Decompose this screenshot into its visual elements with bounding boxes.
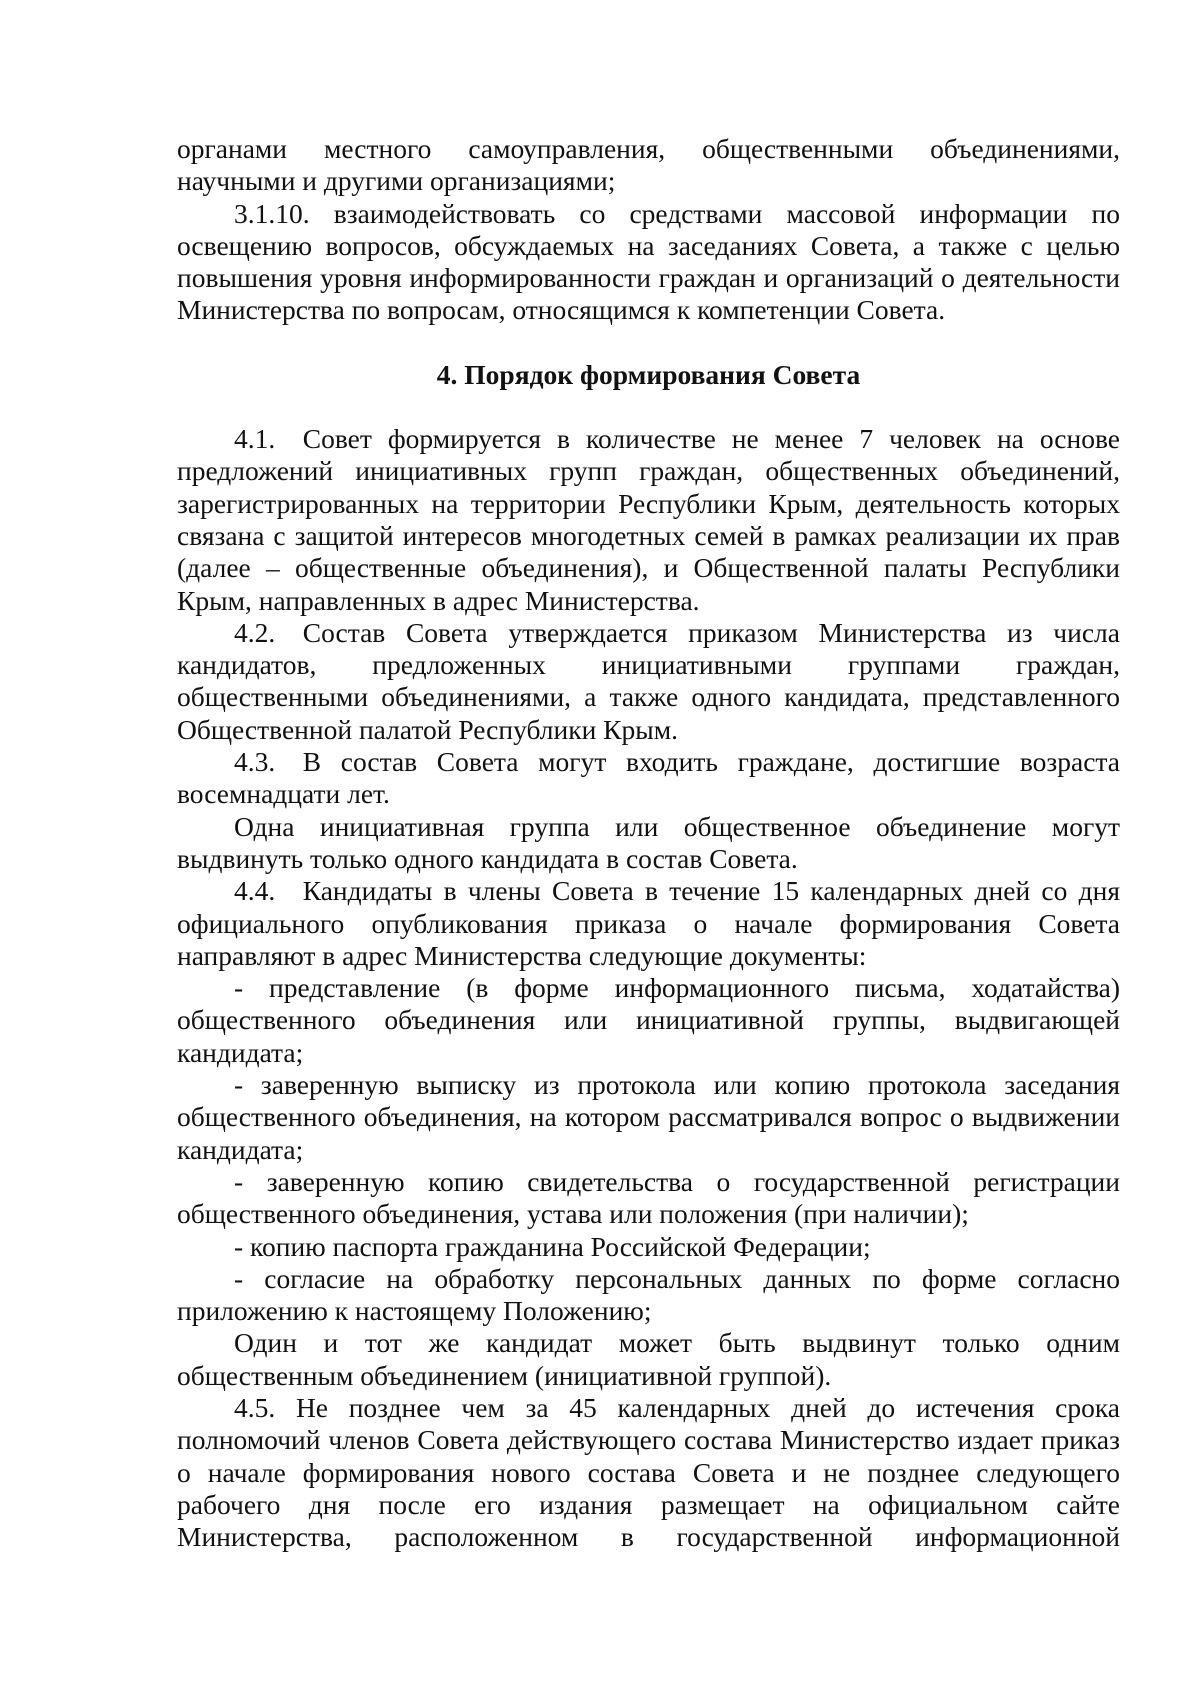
list-item-passport: - копию паспорта гражданина Российской Федерации;	[234, 1230, 871, 1262]
paragraph-4-1: 4.1. Совет формируется в количестве не менее 7 человек на основе предложений инициативных групп граждан, общественных объединений, зарегистрированных на территории Республики Крым, деятельность которых связана с защитой интересов многодетных семей в рамках реализации их прав (далее – общественные объединения), и Общественной палаты Республики Крым, направленных в адрес Министерства.	[177, 423, 1120, 616]
list-item-representation: - представление (в форме информационного письма, ходатайства) общественного объединения или инициативной группы, выдвигающей кандидата;	[177, 972, 1120, 1068]
paragraph-3-1-10: 3.1.10. взаимодействовать со средствами массовой информации по освещению вопросов, обсуждаемых на заседаниях Совета, а также с целью повышения уровня информированности граждан и организаций о деятельности Министерства по вопросам, относящимся к компетенции Совета.	[177, 197, 1120, 326]
paragraph-orgs: органами местного самоуправления, общественными объединениями, научными и другими организациями;	[177, 133, 1120, 197]
paragraph-4-4: 4.4. Кандидаты в члены Совета в течение 15 календарных дней со дня официального опубликования приказа о начале формирования Совета направляют в адрес Министерства следующие документы:	[177, 875, 1120, 971]
paragraph-one-candidate: Один и тот же кандидат может быть выдвинут только одним общественным объединением (инициативной группой).	[177, 1327, 1120, 1391]
section-heading: 4. Порядок формирования Совета	[436, 358, 861, 390]
paragraph-4-5: 4.5. Не позднее чем за 45 календарных дней до истечения срока полномочий членов Совета действующего состава Министерство издает приказ о начале формирования нового состава Совета и не позднее следующего рабочего дня после его издания размещает на официальном сайте Министерства, расположенном в государственной информационной	[177, 1391, 1120, 1553]
list-item-consent: - согласие на обработку персональных данных по форме согласно приложению к настоящему Положению;	[177, 1262, 1120, 1327]
paragraph-one-group: Одна инициативная группа или общественное объединение могут выдвинуть только одного кандидата в состав Совета.	[177, 810, 1120, 874]
list-item-protocol: - заверенную выписку из протокола или копию протокола заседания общественного объединения, на котором рассматривался вопрос о выдвижении кандидата;	[177, 1069, 1120, 1165]
document-page	[177, 133, 1120, 1553]
paragraph-4-2: 4.2. Состав Совета утверждается приказом Министерства из числа кандидатов, предложенных инициативными группами граждан, общественными объединениями, а также одного кандидата, представленного Общественной палатой Республики Крым.	[177, 616, 1120, 745]
paragraph-4-3: 4.3. В состав Совета могут входить граждане, достигшие возраста восемнадцати лет.	[177, 746, 1120, 810]
list-item-registration: - заверенную копию свидетельства о государственной регистрации общественного объединения, устава или положения (при наличии);	[177, 1165, 1120, 1230]
